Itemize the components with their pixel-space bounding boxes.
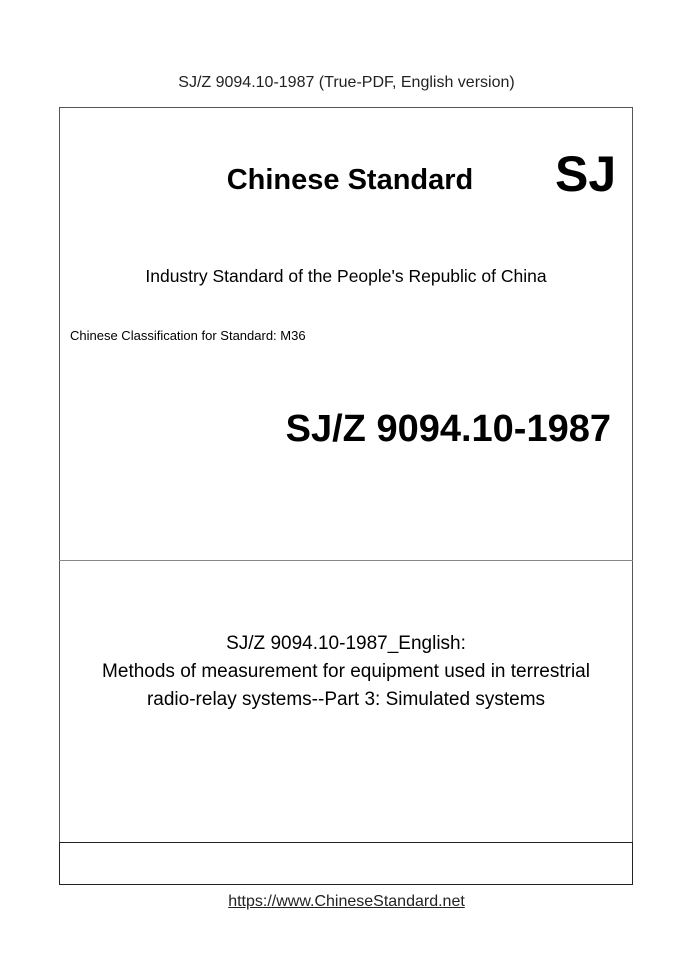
footer-url-container	[0, 892, 693, 912]
classification-line: Chinese Classification for Standard: M36	[70, 328, 306, 343]
standard-logo: SJ	[555, 146, 617, 202]
title-line-1: SJ/Z 9094.10-1987_English:	[226, 633, 466, 654]
title-line-2: Methods of measurement for equipment used in terrestrial	[102, 661, 590, 682]
title-line-3: radio-relay systems--Part 3: Simulated systems	[146, 689, 546, 710]
website-link[interactable]: https://www.ChineseStandard.net	[228, 893, 465, 910]
cover-frame	[59, 107, 633, 885]
standard-number: SJ/Z 9094.10-1987	[285, 408, 611, 450]
document-header: SJ/Z 9094.10-1987 (True-PDF, English version)	[178, 74, 515, 91]
document-title	[59, 630, 633, 714]
industry-line: Industry Standard of the People's Republic of China	[145, 266, 547, 286]
section-divider	[59, 560, 633, 561]
cover-heading: Chinese Standard	[226, 164, 474, 196]
footer-box	[59, 842, 633, 885]
